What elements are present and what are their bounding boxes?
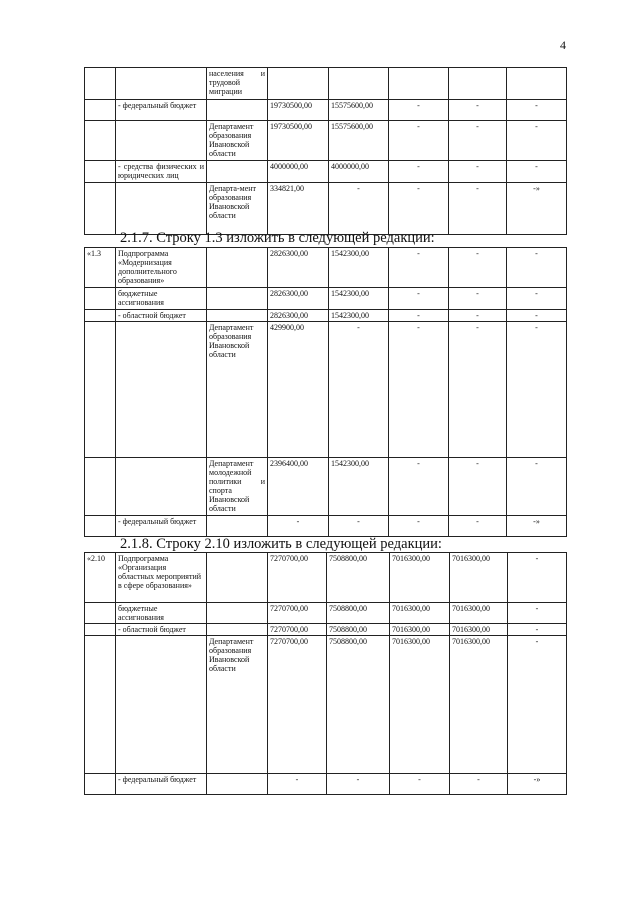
cell-value: -» xyxy=(508,774,567,795)
cell-value: 7016300,00 xyxy=(450,553,508,603)
section-heading-2-1-8: 2.1.8. Строку 2.10 изложить в следующей редакции: xyxy=(120,536,442,552)
cell-num xyxy=(85,161,116,183)
cell-name: - федеральный бюджет xyxy=(116,774,207,795)
cell-value: - xyxy=(507,121,567,161)
table-row xyxy=(85,774,567,795)
cell-value: 7270700,00 xyxy=(268,603,327,624)
cell-value: - xyxy=(389,100,449,121)
cell-value xyxy=(268,68,329,100)
table-row xyxy=(85,288,567,310)
cell-value: 19730500,00 xyxy=(268,100,329,121)
cell-executor: Департамент образования Ивановской области xyxy=(207,636,268,774)
cell-value: 2826300,00 xyxy=(268,288,329,310)
cell-value: - xyxy=(449,458,507,516)
cell-value: - xyxy=(389,183,449,235)
cell-name: - федеральный бюджет xyxy=(116,516,207,537)
cell-value: - xyxy=(449,248,507,288)
cell-value: - xyxy=(508,624,567,636)
cell-value: - xyxy=(449,161,507,183)
cell-executor xyxy=(207,100,268,121)
section-heading-2-1-7: 2.1.7. Строку 1.3 изложить в следующей редакции: xyxy=(120,230,435,246)
cell-value: - xyxy=(390,774,450,795)
cell-value: - xyxy=(507,458,567,516)
cell-name: Подпрограмма «Модернизация дополнительного образования» xyxy=(116,248,207,288)
cell-executor xyxy=(207,553,268,603)
page-number: 4 xyxy=(560,38,566,52)
cell-executor xyxy=(207,161,268,183)
cell-value: - xyxy=(389,322,449,458)
cell-name xyxy=(116,68,207,100)
cell-executor xyxy=(207,248,268,288)
table-row xyxy=(85,310,567,322)
cell-num xyxy=(85,310,116,322)
cell-value: 7270700,00 xyxy=(268,624,327,636)
cell-value: 1542300,00 xyxy=(329,310,389,322)
table-row xyxy=(85,248,567,288)
cell-value: - xyxy=(507,310,567,322)
cell-value: 7016300,00 xyxy=(450,636,508,774)
cell-value: 2826300,00 xyxy=(268,248,329,288)
cell-value: - xyxy=(389,248,449,288)
cell-value: - xyxy=(389,288,449,310)
cell-value: - xyxy=(449,322,507,458)
cell-value: 7270700,00 xyxy=(268,553,327,603)
cell-value: - xyxy=(507,100,567,121)
cell-value: - xyxy=(507,288,567,310)
cell-value: - xyxy=(389,161,449,183)
cell-executor: Департамент образования Ивановской области xyxy=(207,121,268,161)
cell-name: - областной бюджет xyxy=(116,310,207,322)
cell-value: 7508800,00 xyxy=(327,603,390,624)
cell-value xyxy=(389,68,449,100)
cell-executor: населения и трудовой миграции xyxy=(207,68,268,100)
budget-table-continued xyxy=(84,67,567,235)
cell-name: бюджетные ассигнования xyxy=(116,603,207,624)
cell-value xyxy=(507,68,567,100)
table-row xyxy=(85,322,567,458)
cell-value: - xyxy=(329,183,389,235)
cell-value: - xyxy=(508,553,567,603)
cell-value: - xyxy=(327,774,390,795)
cell-value: - xyxy=(449,100,507,121)
cell-value: - xyxy=(449,516,507,537)
cell-value: - xyxy=(449,310,507,322)
cell-executor xyxy=(207,288,268,310)
cell-executor: Департамент молодежной политики и спорта Ивановской области xyxy=(207,458,268,516)
cell-name xyxy=(116,121,207,161)
cell-value: 19730500,00 xyxy=(268,121,329,161)
cell-executor xyxy=(207,310,268,322)
table-row xyxy=(85,458,567,516)
cell-value: - xyxy=(268,774,327,795)
cell-name: бюджетные ассигнования xyxy=(116,288,207,310)
cell-name xyxy=(116,636,207,774)
cell-value: - xyxy=(329,516,389,537)
table-row xyxy=(85,624,567,636)
cell-value: -» xyxy=(507,516,567,537)
table-row xyxy=(85,183,567,235)
cell-name: - федеральный бюджет xyxy=(116,100,207,121)
cell-value: 1542300,00 xyxy=(329,458,389,516)
cell-num xyxy=(85,458,116,516)
cell-value: 7270700,00 xyxy=(268,636,327,774)
table-row xyxy=(85,516,567,537)
table-row xyxy=(85,553,567,603)
cell-value: - xyxy=(268,516,329,537)
cell-value: - xyxy=(449,288,507,310)
cell-value: - xyxy=(449,183,507,235)
cell-value: 4000000,00 xyxy=(329,161,389,183)
cell-name: Подпрограмма «Организация областных мероприятий в сфере образования» xyxy=(116,553,207,603)
cell-value: - xyxy=(450,774,508,795)
cell-executor xyxy=(207,516,268,537)
cell-value: 7016300,00 xyxy=(390,603,450,624)
cell-value xyxy=(329,68,389,100)
cell-value: 7016300,00 xyxy=(390,624,450,636)
cell-value: 7508800,00 xyxy=(327,624,390,636)
cell-num xyxy=(85,288,116,310)
cell-value: - xyxy=(449,121,507,161)
cell-value: 7508800,00 xyxy=(327,553,390,603)
cell-num xyxy=(85,636,116,774)
cell-value: - xyxy=(507,322,567,458)
table-row xyxy=(85,121,567,161)
cell-value: 2396400,00 xyxy=(268,458,329,516)
cell-num xyxy=(85,774,116,795)
cell-num xyxy=(85,183,116,235)
cell-value: 1542300,00 xyxy=(329,248,389,288)
cell-num xyxy=(85,603,116,624)
cell-value: 1542300,00 xyxy=(329,288,389,310)
cell-value: - xyxy=(389,121,449,161)
budget-table-row-1-3 xyxy=(84,247,567,537)
cell-value: - xyxy=(389,310,449,322)
cell-num xyxy=(85,624,116,636)
cell-value: 7016300,00 xyxy=(390,636,450,774)
cell-value: - xyxy=(507,248,567,288)
cell-num xyxy=(85,322,116,458)
cell-value: 334821,00 xyxy=(268,183,329,235)
cell-value: 7016300,00 xyxy=(390,553,450,603)
cell-name: - областной бюджет xyxy=(116,624,207,636)
cell-num xyxy=(85,68,116,100)
cell-num xyxy=(85,100,116,121)
table-row xyxy=(85,68,567,100)
cell-value: 7508800,00 xyxy=(327,636,390,774)
cell-value: 15575600,00 xyxy=(329,100,389,121)
cell-value: 15575600,00 xyxy=(329,121,389,161)
table-row xyxy=(85,100,567,121)
cell-name xyxy=(116,322,207,458)
cell-value: 2826300,00 xyxy=(268,310,329,322)
cell-value: 4000000,00 xyxy=(268,161,329,183)
cell-value: -» xyxy=(507,183,567,235)
cell-value: - xyxy=(507,161,567,183)
cell-num: «1.3 xyxy=(85,248,116,288)
cell-value: - xyxy=(389,516,449,537)
cell-executor xyxy=(207,774,268,795)
cell-executor: Департа-мент образования Ивановской области xyxy=(207,183,268,235)
table-row xyxy=(85,603,567,624)
cell-value: 7016300,00 xyxy=(450,624,508,636)
table-row xyxy=(85,636,567,774)
table-row xyxy=(85,161,567,183)
cell-name xyxy=(116,458,207,516)
cell-value: 7016300,00 xyxy=(450,603,508,624)
cell-value xyxy=(449,68,507,100)
cell-name xyxy=(116,183,207,235)
cell-num: «2.10 xyxy=(85,553,116,603)
cell-value: 429900,00 xyxy=(268,322,329,458)
cell-num xyxy=(85,121,116,161)
cell-num xyxy=(85,516,116,537)
cell-value: - xyxy=(329,322,389,458)
cell-executor xyxy=(207,624,268,636)
cell-value: - xyxy=(508,603,567,624)
cell-name: - средства физических и юридических лиц xyxy=(116,161,207,183)
cell-executor: Департамент образования Ивановской области xyxy=(207,322,268,458)
cell-value: - xyxy=(389,458,449,516)
budget-table-row-2-10 xyxy=(84,552,567,795)
cell-value: - xyxy=(508,636,567,774)
cell-executor xyxy=(207,603,268,624)
